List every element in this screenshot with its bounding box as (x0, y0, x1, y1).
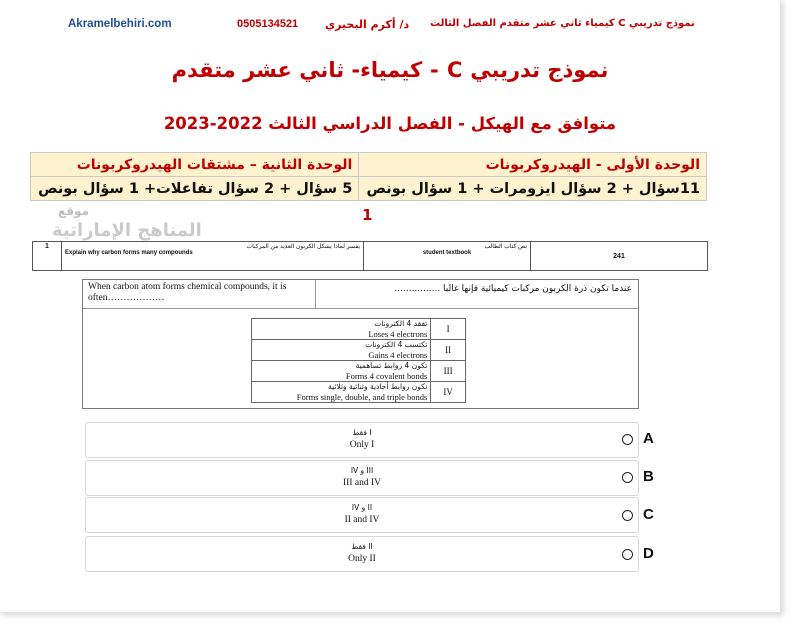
phone-number: 0505134521 (237, 18, 299, 30)
option-a-letter: A (643, 430, 654, 447)
header-doc-title: نموذج تدريبي C كيمياء ثاني عشر متقدم الفصل الثالث (430, 18, 695, 29)
option-b-en: III and IV (343, 478, 381, 488)
option-d-en: Only II (348, 554, 376, 564)
option-d-letter: D (643, 545, 654, 562)
option-c-card[interactable] (85, 497, 639, 533)
question-number: 1 (362, 206, 373, 224)
option-a-card[interactable] (85, 422, 639, 458)
statement-row (252, 361, 466, 382)
statement-en: Forms single, double, and triple bonds (296, 392, 428, 402)
meta-source-en: student textbook (422, 250, 472, 256)
statement-num: IV (431, 382, 466, 403)
meta-page: 241 (531, 242, 708, 271)
statement-ar: تفقد 4 الكترونات (374, 319, 428, 328)
statement-en: Forms 4 covalent bonds (345, 371, 428, 381)
watermark-line1: موقع (58, 204, 90, 218)
option-d-ar: II فقط (351, 542, 373, 551)
statement-row (252, 319, 466, 340)
unit1-title: الوحدة الأولى - الهيدروكربونات (359, 153, 707, 177)
question-stem-ar: عندما تكون ذرة الكربون مركبات كيميائية فإنها غالبا ................ (394, 284, 632, 294)
unit1-description: 11سؤال + 2 سؤال ايزومرات + 1 سؤال بونص (359, 177, 707, 201)
unit2-description: 5 سؤال + 2 سؤال تفاعلات+ 1 سؤال بونص (31, 177, 359, 201)
statement-row (252, 382, 466, 403)
statement-ar: تكون 4 روابط تساهمية (355, 361, 428, 370)
option-a-radio[interactable] (622, 434, 633, 445)
statement-ar: تكون روابط أحادية وثنائية وثلاثية (328, 382, 428, 391)
statement-ar: تكتسب 4 الكترونات (365, 340, 428, 349)
author-name: د/ أكرم البحيري (325, 18, 410, 31)
option-b-radio[interactable] (622, 472, 633, 483)
option-a-en: Only I (349, 440, 375, 450)
statements-table (251, 318, 466, 403)
option-c-en: II and IV (344, 515, 380, 525)
option-a-ar: I فقط (352, 428, 372, 437)
unit2-title: الوحدة الثانية – مشتقات الهيدروكربونات (31, 153, 359, 177)
option-c-radio[interactable] (622, 510, 633, 521)
sub-title: متوافق مع الهيكل - الفصل الدراسي الثالث 2022-2023 (163, 114, 617, 133)
statement-num: I (431, 319, 466, 340)
statement-en: Loses 4 electrons (368, 329, 428, 339)
meta-source-ar: نص كتاب الطالب (484, 244, 527, 250)
meta-index: 1 (33, 242, 62, 271)
meta-outcome-en: Explain why carbon forms many compounds (65, 250, 193, 256)
option-c-ar: II و IV (351, 503, 373, 512)
stem-horizontal-divider (83, 308, 638, 309)
option-b-ar: III و IV (350, 466, 374, 475)
option-b-card[interactable] (85, 460, 639, 496)
statement-row (252, 340, 466, 361)
main-title: نموذج تدريبي C - كيمياء- ثاني عشر متقدم (171, 58, 609, 82)
statement-num: II (431, 340, 466, 361)
option-c-letter: C (643, 506, 654, 523)
statement-en: Gains 4 electrons (368, 350, 428, 360)
question-stem-en: When carbon atom forms chemical compounds, it is often……………… (88, 282, 287, 303)
units-table (30, 152, 707, 201)
option-d-radio[interactable] (622, 549, 633, 560)
stem-divider (315, 280, 316, 308)
option-b-letter: B (643, 468, 654, 485)
option-d-card[interactable] (85, 536, 639, 572)
meta-outcome-ar: يفسر لماذا يشكل الكربون العديد من المركبات (246, 244, 360, 250)
website-link[interactable]: Akramelbehiri.com (68, 18, 172, 30)
question-meta-table (32, 241, 708, 271)
question-box (82, 279, 639, 409)
watermark-line2: المناهج الإماراتية (52, 220, 202, 241)
statement-num: III (431, 361, 466, 382)
